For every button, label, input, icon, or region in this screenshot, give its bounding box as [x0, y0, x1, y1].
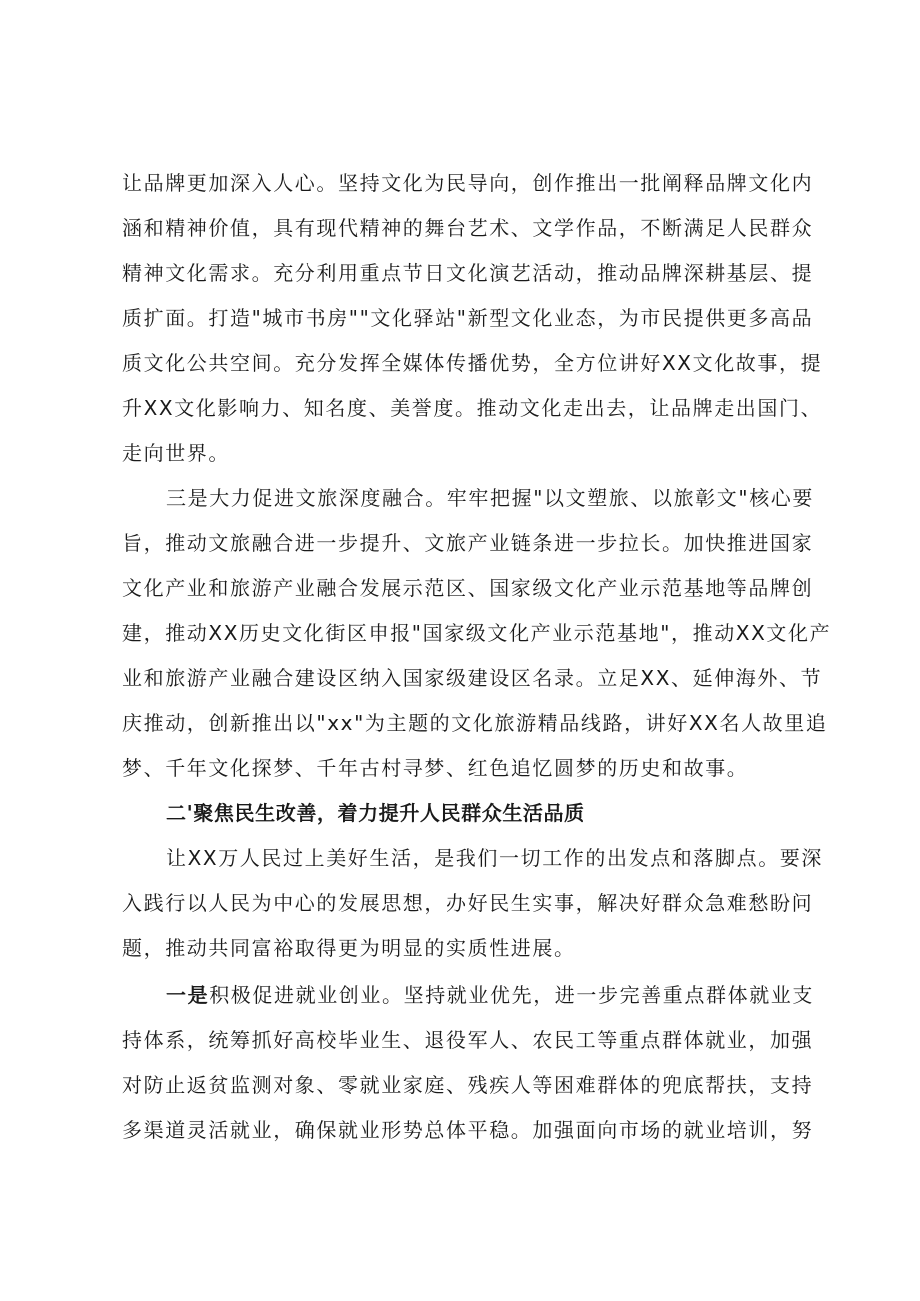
employment-lead: 一是 [166, 983, 210, 1007]
paragraph-line: 精神文化需求。充分利用重点节日文化演艺活动，推动品牌深耕基层、提 [122, 261, 814, 285]
paragraph-line: 让品牌更加深入人心。坚持文化为民导向，创作推出一批阐释品牌文化内 [122, 171, 814, 195]
paragraph-line: 旨，推动文旅融合进一步提升、文旅产业链条进一步拉长。加快推进国家 [122, 531, 814, 555]
paragraph-line: 题，推动共同富裕取得更为明显的实质性进展。 [122, 936, 576, 960]
employment-first-line-text: 积极促进就业创业。坚持就业优先，进一步完善重点群体就业支 [209, 983, 815, 1007]
paragraph-line: 升XX文化影响力、知名度、美誉度。推动文化走出去，让品牌走出国门、 [122, 396, 823, 420]
paragraph-line: 质文化公共空间。充分发挥全媒体传播优势，全方位讲好XX文化故事，提 [122, 351, 823, 375]
paragraph-line: 梦、千年文化探梦、千年古村寻梦、红色追忆圆梦的历史和故事。 [122, 756, 749, 780]
paragraph-line: 对防止返贫监测对象、零就业家庭、残疾人等困难群体的兜底帮扶，支持 [122, 1073, 814, 1097]
employment-first-line [166, 980, 866, 1010]
intro-first-line: 让XX万人民过上美好生活，是我们一切工作的出发点和落脚点。要深 [166, 846, 824, 870]
paragraph-line: 入践行以人民为中心的发展思想，办好民生实事，解决好群众急难愁盼问 [122, 891, 814, 915]
paragraph-line: 多渠道灵活就业，确保就业形势总体平稳。加强面向市场的就业培训，努 [122, 1118, 814, 1142]
paragraph-line: 庆推动，创新推出以"xx"为主题的文化旅游精品线路，讲好XX名人故里追 [122, 711, 828, 735]
paragraph-line: 走向世界。 [122, 441, 230, 465]
paragraph-line: 业和旅游产业融合建设区纳入国家级建设区名录。立足XX、延伸海外、节 [122, 666, 823, 690]
paragraph-line: 持体系，统筹抓好高校毕业生、退役军人、农民工等重点群体就业，加强 [122, 1028, 814, 1052]
paragraph-line: 文化产业和旅游产业融合发展示范区、国家级文化产业示范基地等品牌创 [122, 576, 814, 600]
paragraph-line: 涵和精神价值，具有现代精神的舞台艺术、文学作品，不断满足人民群众 [122, 216, 814, 240]
section-three-first-line: 三是大力促进文旅深度融合。牢牢把握"以文塑旅、以旅彰文"核心要 [166, 486, 814, 510]
paragraph-line: 建，推动XX历史文化街区申报"国家级文化产业示范基地"，推动XX文化产 [122, 621, 832, 645]
paragraph-line: 质扩面。打造"城市书房""文化驿站"新型文化业态，为市民提供更多高品 [122, 306, 814, 330]
section-heading: 二'聚焦民生改善，着力提升人民群众生活品质 [166, 801, 585, 825]
